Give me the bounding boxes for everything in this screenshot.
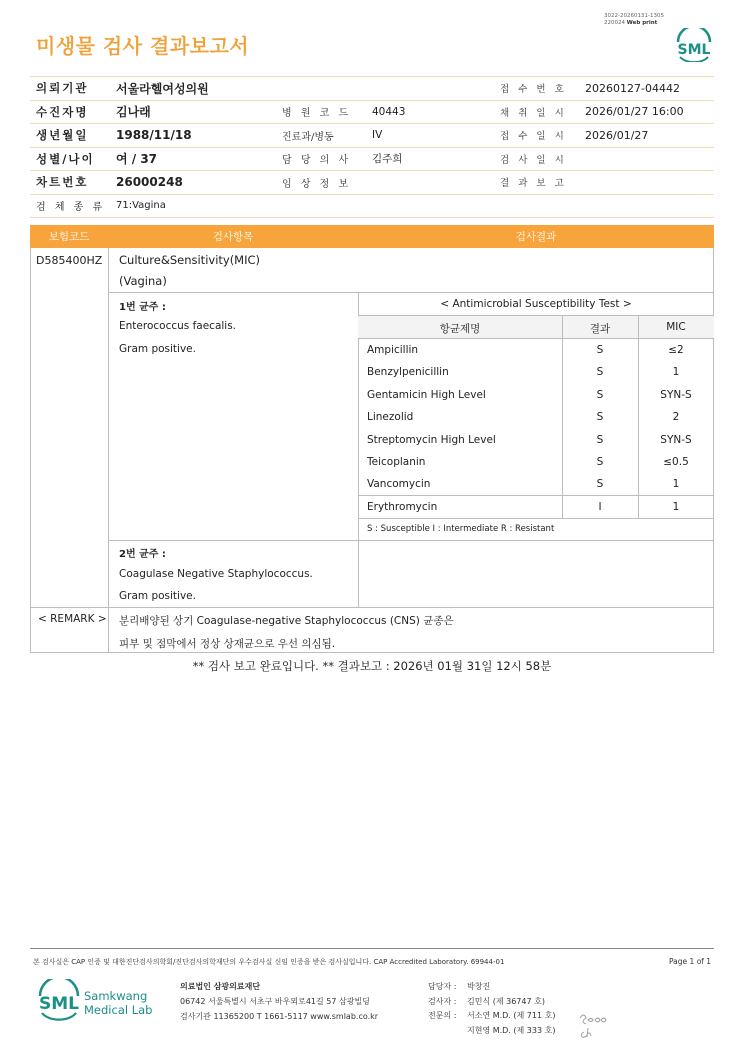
ast-result: S xyxy=(596,344,604,356)
logo-line1: Samkwang xyxy=(84,989,148,1003)
print-label: Web print xyxy=(626,20,658,26)
ast-result: S xyxy=(596,433,604,446)
ast-mic: 1 xyxy=(672,366,680,379)
test-name: Culture&Sensitivity(MIC) xyxy=(119,253,261,267)
sml-footer-logo xyxy=(36,979,82,1025)
ast-mic: 1 xyxy=(672,500,680,513)
test-date-label: 검 사 일 시 xyxy=(496,147,579,171)
staff-1: 박창진 xyxy=(467,982,491,991)
ast-title: < Antimicrobial Susceptibility Test > xyxy=(440,298,632,310)
staff-label-3: 전문의 : xyxy=(428,1011,457,1020)
col-test-result: 검사결과 xyxy=(515,231,557,243)
col-insurance-code: 보험코드 xyxy=(48,231,90,243)
signature-image xyxy=(576,1008,610,1040)
report-title: 미생물 검사 결과보고서 xyxy=(36,34,250,58)
chart-no: 26000248 xyxy=(108,171,278,195)
organism1-gram: Gram positive. xyxy=(119,343,196,355)
ast-result: S xyxy=(596,411,604,424)
doc-number-text: 3022-20260131-1305 xyxy=(604,13,664,19)
ast-drug: Benzylpenicillin xyxy=(367,366,449,379)
ast-col-drug: 항균제명 xyxy=(439,323,481,335)
patient-label: 수진자명 xyxy=(30,100,108,124)
organism2-name: Coagulase Negative Staphylococcus. xyxy=(119,568,313,580)
remark-line1: 분리배양된 상기 Coagulase-negative Staphylococcus (CNS) 균종은 xyxy=(119,615,454,627)
received-date: 2026/01/27 xyxy=(579,124,714,148)
ast-result: S xyxy=(596,478,604,491)
org-address: 06742 서울특별시 서초구 바우뫼로41길 57 삼광빌딩 xyxy=(180,997,370,1006)
remark-label: < REMARK > xyxy=(38,613,107,625)
ast-mic: ≤2 xyxy=(668,344,684,356)
staff-2: 김민식 (제 36747 호) xyxy=(467,997,545,1006)
ast-mic: ≤0.5 xyxy=(663,456,689,468)
ast-result: I xyxy=(598,500,602,513)
test-specimen: (Vagina) xyxy=(119,274,167,288)
ast-mic: 2 xyxy=(672,411,680,424)
dept-label: 진료과/병동 xyxy=(278,124,364,148)
doctor: 김주희 xyxy=(364,147,496,171)
ast-drug: Streptomycin High Level xyxy=(367,433,496,446)
sml-logo-text: SML xyxy=(677,42,711,58)
collect-label: 채 취 일 시 xyxy=(496,100,579,124)
patient-info-table xyxy=(30,76,714,218)
org-contact: 검사기관 11365200 T 1661-5117 www.smlab.co.kr xyxy=(180,1012,379,1021)
received-label: 접 수 일 시 xyxy=(496,124,579,148)
staff-label-1: 담당자 : xyxy=(428,982,457,991)
specimen-label: 검 체 종 류 xyxy=(30,194,108,218)
chart-no-label: 차트번호 xyxy=(30,171,108,195)
ast-drug: Ampicillin xyxy=(367,344,419,356)
receipt-no: 20260127-04442 xyxy=(579,77,714,101)
staff-3: 서소연 M.D. (제 711 호) xyxy=(467,1011,556,1020)
ast-result: S xyxy=(596,366,604,379)
organism2-label: 2번 균주 : xyxy=(119,549,166,560)
ast-col-result: 결과 xyxy=(589,323,611,335)
organism2-gram: Gram positive. xyxy=(119,590,196,602)
test-date xyxy=(579,147,714,171)
dept: IV xyxy=(364,124,496,148)
sex-age-label: 성별/나이 xyxy=(30,147,108,171)
hospital-code: 40443 xyxy=(364,100,496,124)
sml-logo xyxy=(674,28,714,62)
document-number xyxy=(604,13,664,27)
dob: 1988/11/18 xyxy=(108,124,278,148)
insurance-code: D585400HZ xyxy=(36,254,103,267)
ast-drug: Teicoplanin xyxy=(367,456,426,468)
print-code: 220024 xyxy=(604,20,625,26)
clinical-info-label: 임 상 정 보 xyxy=(278,171,364,195)
cert-notice: 본 검사실은 CAP 인증 및 대한진단검사의학회/진단검사의학재단의 우수검사실 신임 인증을 받은 검사실입니다. CAP Accredited Laboratory. 69944-01 xyxy=(33,958,505,966)
staff-label-2: 검사자 : xyxy=(428,997,457,1006)
completion-notice: ** 검사 보고 완료입니다. ** 결과보고 : 2026년 01월 31일 12시 58분 xyxy=(192,659,552,673)
organism1-name: Enterococcus faecalis. xyxy=(119,320,237,332)
receipt-no-label: 접 수 번 호 xyxy=(496,77,579,101)
org-name: 의료법인 삼광의료재단 xyxy=(180,982,261,991)
ast-legend: S : Susceptible I : Intermediate R : Resistant xyxy=(367,524,555,534)
specimen: 71:Vagina xyxy=(108,194,714,218)
ast-drug: Linezolid xyxy=(367,411,414,424)
report-date xyxy=(579,171,714,195)
collect-datetime: 2026/01/27 16:00 xyxy=(579,100,714,124)
ast-mic: SYN-S xyxy=(660,388,692,401)
footer-divider xyxy=(30,948,714,949)
ast-result: S xyxy=(596,456,604,468)
requesting-org: 서울라헬여성의원 xyxy=(108,77,496,101)
dob-label: 생년월일 xyxy=(30,124,108,148)
requesting-org-label: 의뢰기관 xyxy=(30,77,108,101)
remark-line2: 피부 및 점막에서 정상 상재균으로 우선 의심됨. xyxy=(119,638,336,650)
staff-4: 지현영 M.D. (제 333 호) xyxy=(467,1026,556,1035)
footer-logo-text: SML xyxy=(39,994,79,1014)
ast-drug: Erythromycin xyxy=(367,500,438,513)
doctor-label: 담 당 의 사 xyxy=(278,147,364,171)
hospital-code-label: 병 원 코 드 xyxy=(278,100,364,124)
sex-age: 여 / 37 xyxy=(108,147,278,171)
organism1-label: 1번 균주 : xyxy=(119,302,166,313)
ast-drug: Gentamicin High Level xyxy=(367,388,486,401)
clinical-info xyxy=(364,171,496,195)
ast-drug: Vancomycin xyxy=(367,478,431,491)
report-label: 결 과 보 고 xyxy=(496,171,579,195)
logo-line2: Medical Lab xyxy=(84,1003,153,1017)
ast-result: S xyxy=(596,388,604,401)
ast-mic: SYN-S xyxy=(660,433,692,446)
col-test-item: 검사항목 xyxy=(212,231,254,243)
ast-col-mic: MIC xyxy=(666,321,686,333)
patient-name: 김나래 xyxy=(108,100,278,124)
page-number: Page 1 of 1 xyxy=(669,957,712,966)
ast-mic: 1 xyxy=(672,478,680,491)
